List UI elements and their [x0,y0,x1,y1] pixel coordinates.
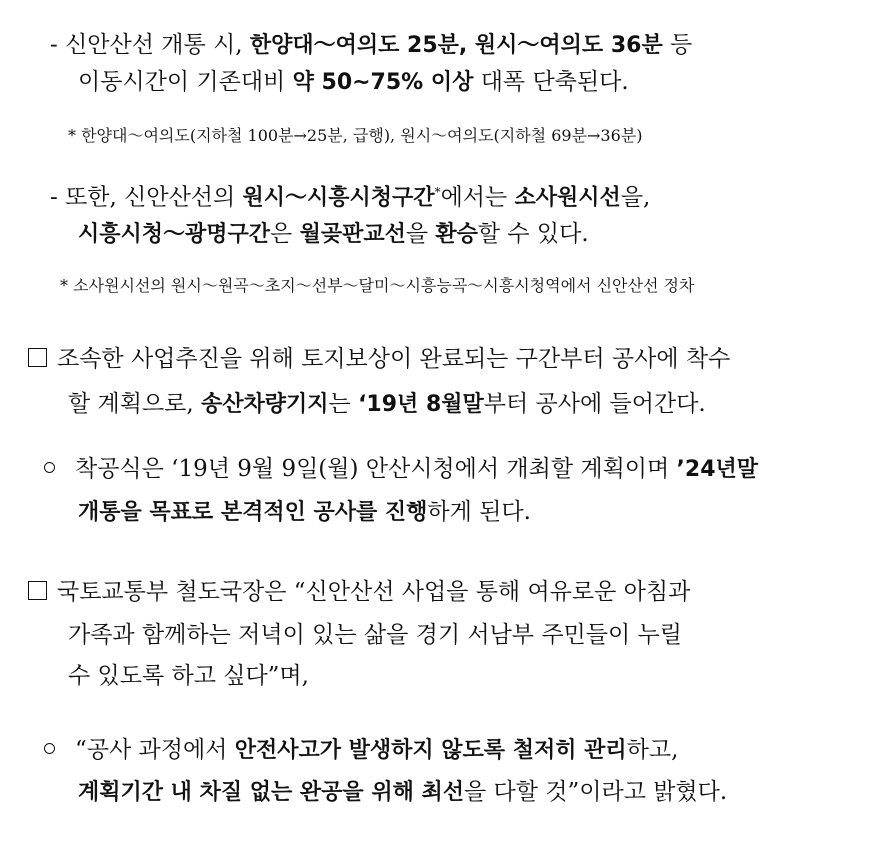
checkbox-square-icon [28,348,47,367]
groundbreaking-line-2: 개통을 목표로 본격적인 공사를 진행하게 된다. [78,499,531,525]
safety-quote-line-1: “공사 과정에서 안전사고가 발생하지 않도록 철저히 관리하고, [44,735,678,766]
bullet-circle-icon [44,743,55,754]
travel-time-line-2: 이동시간이 기존대비 약 50~75% 이상 대폭 단축된다. [78,69,629,95]
travel-time-footnote: * 한양대～여의도(지하철 100분→25분, 급행), 원시～여의도(지하철 69분→36분) [68,126,643,145]
director-quote-line-1: 국토교통부 철도국장은 “신안산선 사업을 통해 여유로운 아침과 [28,577,690,607]
groundbreaking-line-1: 착공식은 ‘19년 9월 9일(월) 안산시청에서 개최할 계획이며 ’24년말 [44,454,758,485]
construction-start-line-1: 조속한 사업추진을 위해 토지보상이 완료되는 구간부터 공사에 착수 [28,344,730,374]
safety-quote-line-2: 계획기간 내 차질 없는 완공을 위해 최선을 다할 것”이라고 밝혔다. [78,779,728,805]
travel-time-line-1: - 신안산선 개통 시, 한양대～여의도 25분, 원시～여의도 36분 등 [50,32,693,58]
transfer-line-1: - 또한, 신안산선의 원시～시흥시청구간*에서는 소사원시선을, [50,184,651,211]
transfer-line-2: 시흥시청～광명구간은 월곶판교선을 환승할 수 있다. [78,221,589,247]
director-quote-line-3: 수 있도록 하고 싶다”며, [68,663,309,689]
construction-start-line-2: 할 계획으로, 송산차량기지는 ‘19년 8월말부터 공사에 들어간다. [68,391,706,417]
transfer-footnote: * 소사원시선의 원시～원곡～초지～선부～달미～시흥능곡～시흥시청역에서 신안산선 정차 [60,276,695,295]
bullet-circle-icon [44,462,55,473]
checkbox-square-icon [28,581,47,600]
director-quote-line-2: 가족과 함께하는 저녁이 있는 삶을 경기 서남부 주민들이 누릴 [68,622,682,648]
